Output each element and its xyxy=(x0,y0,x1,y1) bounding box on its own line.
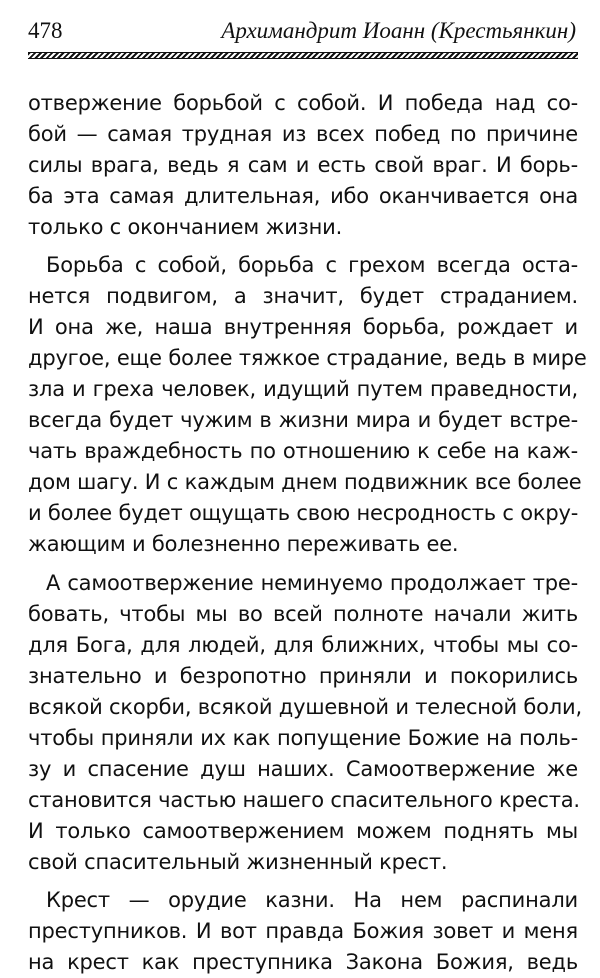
text-line: всегда будет чужим в жизни мира и будет встре- xyxy=(28,408,578,432)
text-line: и более будет ощущать свою несродность с окру- xyxy=(28,501,579,525)
running-title: Архимандрит Иоанн (Крестьянкин) xyxy=(221,18,576,43)
text-line: И она же, наша внутренняя борьба, рождает и xyxy=(28,315,578,339)
text-line: жающим и болезненно переживать ее. xyxy=(28,532,459,556)
text-line: нется подвигом, а значит, будет страданием. xyxy=(28,284,578,308)
text-line: зла и греха человек, идущий путем праведности, xyxy=(28,377,578,401)
text-line: свой спасительный жизненный крест. xyxy=(28,850,448,874)
text-line: для Бога, для людей, для ближних, чтобы мы со- xyxy=(28,633,578,657)
paragraph xyxy=(28,885,578,978)
page-number: 478 xyxy=(28,18,63,43)
text-line: отвержение борьбой с собой. И победа над со- xyxy=(28,91,578,115)
text-line: И только самоотвержением можем поднять мы xyxy=(28,819,578,843)
text-line: на крест как преступника Закона Божия, ведь xyxy=(28,950,578,974)
text-line: Крест — орудие казни. На нем распинали xyxy=(46,888,578,912)
text-line: другое, еще более тяжкое страдание, ведь в мире xyxy=(28,346,587,370)
text-line: знательно и безропотно приняли и покорились xyxy=(28,664,578,688)
text-line: силы врага, ведь я сам и есть свой враг. И борь- xyxy=(28,153,578,177)
text-line: бовать, чтобы мы во всей полноте начали жить xyxy=(28,602,578,626)
text-line: бой — самая трудная из всех побед по причине xyxy=(28,122,578,146)
text-line: преступников. И вот правда Божия зовет и меня xyxy=(28,919,578,943)
text-line: зу и спасение душ наших. Самоотвержение же xyxy=(28,757,578,781)
paragraph xyxy=(28,250,587,560)
text-line: дом шагу. И с каждым днем подвижник все более xyxy=(28,470,582,494)
text-line: чтобы приняли их как попущение Божие на поль- xyxy=(28,726,578,750)
decorative-rule xyxy=(28,52,578,59)
text-line: становится частью нашего спасительного креста. xyxy=(28,788,580,812)
text-line: ба эта самая длительная, ибо оканчивается она xyxy=(28,184,578,208)
text-line: всякой скорби, всякой душевной и телесной боли, xyxy=(28,695,582,719)
text-line: чать враждебность по отношению к себе на каж- xyxy=(28,439,578,463)
text-line: А самоотвержение неминуемо продолжает тре- xyxy=(46,571,578,595)
text-line: только с окончанием жизни. xyxy=(28,215,343,239)
paragraph xyxy=(28,88,578,243)
paragraph xyxy=(28,568,582,878)
text-line: Борьба с собой, борьба с грехом всегда оста- xyxy=(46,253,578,277)
running-header xyxy=(28,18,576,48)
